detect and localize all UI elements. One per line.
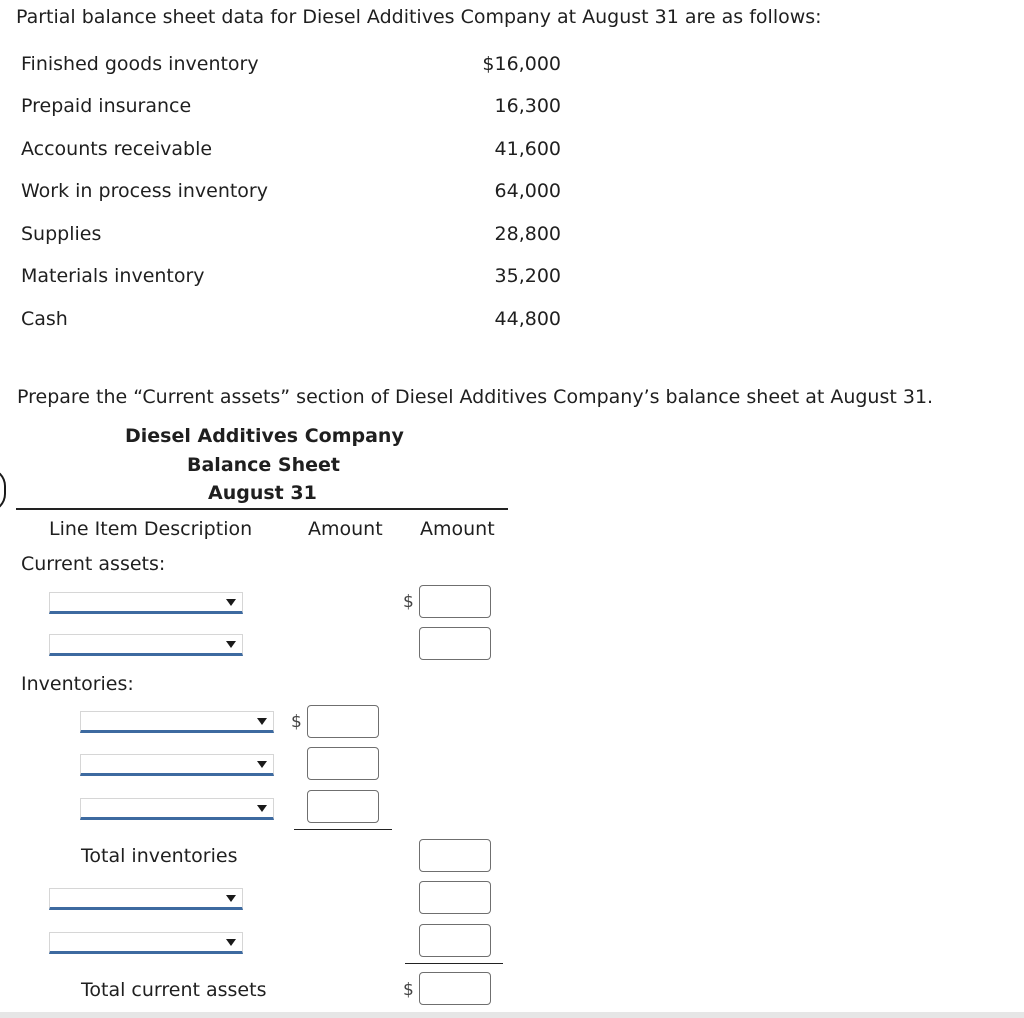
chevron-down-icon [226, 599, 236, 606]
data-row-label: Prepaid insurance [21, 95, 192, 117]
total-rule [405, 963, 503, 964]
data-row-value: $16,000 [482, 53, 561, 75]
data-row-value: 44,800 [494, 308, 561, 330]
current-asset-amount-3[interactable] [419, 881, 491, 914]
column-header-description: Line Item Description [49, 518, 253, 540]
company-name: Diesel Additives Company [125, 425, 404, 447]
column-header-amount-2: Amount [420, 518, 495, 540]
data-row-value: 64,000 [494, 180, 561, 202]
statement-title: Balance Sheet [187, 454, 340, 476]
current-asset-amount-4[interactable] [419, 924, 491, 957]
current-asset-select-3[interactable] [49, 888, 243, 910]
instructions: Prepare the “Current assets” section of Diesel Additives Company’s balance sheet at August 31. [17, 386, 934, 408]
current-asset-select-1[interactable] [49, 592, 243, 614]
total-current-assets-label: Total current assets [81, 979, 267, 1001]
inventory-select-1[interactable] [80, 711, 274, 733]
data-row-label: Finished goods inventory [21, 53, 259, 75]
inventory-select-3[interactable] [80, 798, 274, 820]
current-asset-amount-2[interactable] [419, 627, 491, 660]
statement-date: August 31 [208, 482, 317, 504]
current-asset-select-2[interactable] [49, 634, 243, 656]
total-inventories-label: Total inventories [81, 845, 238, 867]
data-row-label: Cash [21, 308, 68, 330]
chevron-down-icon [226, 641, 236, 648]
chevron-down-icon [257, 805, 267, 812]
chevron-down-icon [226, 939, 236, 946]
page-bottom-edge [0, 1012, 1024, 1018]
data-row-label: Materials inventory [21, 265, 205, 287]
inventory-amount-2[interactable] [307, 747, 379, 780]
data-row-value: 41,600 [494, 138, 561, 160]
total-inventories-amount[interactable] [419, 839, 491, 872]
column-header-amount-1: Amount [308, 518, 383, 540]
data-row-value: 16,300 [494, 95, 561, 117]
current-asset-amount-1[interactable] [419, 585, 491, 618]
chevron-down-icon [226, 895, 236, 902]
chevron-down-icon [257, 718, 267, 725]
subtotal-rule [294, 829, 392, 830]
inventory-amount-3[interactable] [307, 790, 379, 823]
data-row-label: Supplies [21, 223, 102, 245]
total-current-assets-amount[interactable] [419, 972, 491, 1005]
chevron-down-icon [257, 761, 267, 768]
data-row-value: 28,800 [494, 223, 561, 245]
inventory-select-2[interactable] [80, 754, 274, 776]
inventory-amount-1[interactable] [307, 705, 379, 738]
problem-intro: Partial balance sheet data for Diesel Additives Company at August 31 are as follows: [16, 6, 822, 28]
current-assets-label: Current assets: [21, 553, 166, 575]
data-row-label: Work in process inventory [21, 180, 268, 202]
inventories-label: Inventories: [21, 673, 134, 695]
data-row-label: Accounts receivable [21, 138, 213, 160]
dollar-sign: $ [291, 712, 302, 732]
data-row-value: 35,200 [494, 265, 561, 287]
current-asset-select-4[interactable] [49, 932, 243, 954]
section-marker [0, 468, 6, 512]
header-rule [16, 508, 508, 510]
dollar-sign: $ [403, 592, 414, 612]
dollar-sign: $ [403, 980, 414, 1000]
